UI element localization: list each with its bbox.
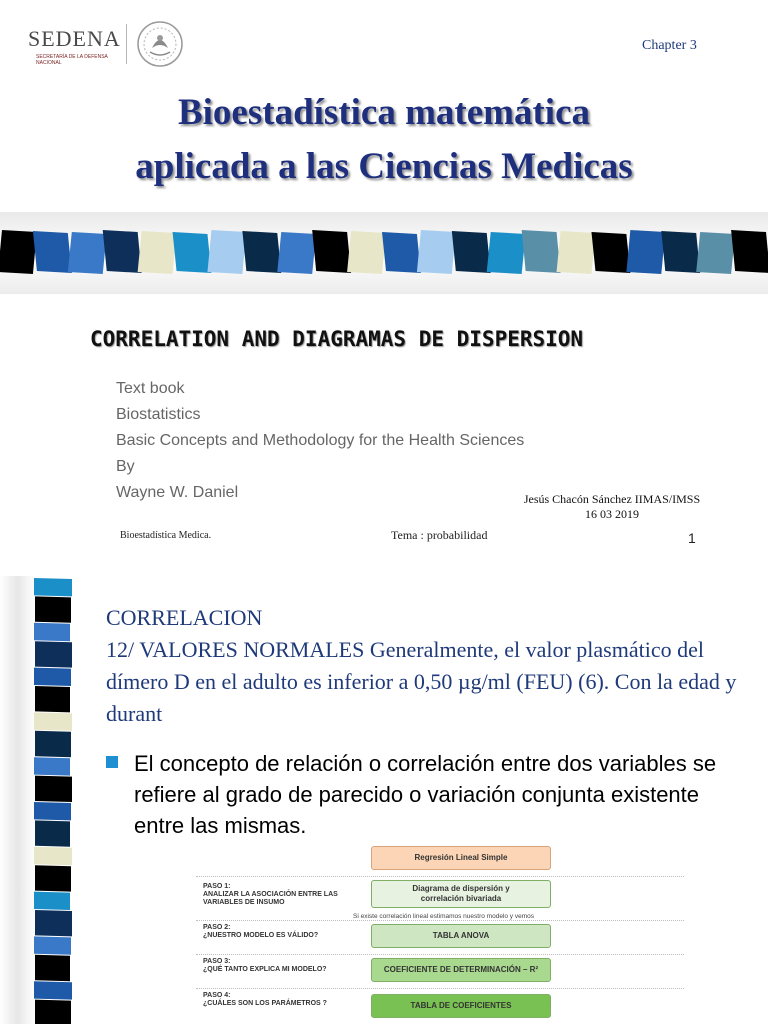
side-block — [35, 776, 72, 802]
step-2-label — [203, 924, 353, 940]
author-name: Jesús Chacón Sánchez IIMAS/IMSS — [523, 492, 701, 506]
presentation-date: 16 03 2019 — [585, 507, 639, 521]
author-block — [512, 492, 712, 522]
footer-course: Bioestadística Medica. — [120, 530, 212, 541]
side-block — [34, 578, 72, 596]
sedena-logo — [22, 18, 188, 70]
step-4-question: ¿CUÁLES SON LOS PARÁMETROS ? — [203, 1000, 327, 1007]
diagram-separator — [196, 876, 684, 877]
band-block — [138, 231, 177, 274]
step-1-label — [203, 883, 343, 907]
band-blocks — [0, 212, 768, 294]
slide-number: 1 — [688, 530, 696, 546]
band-block — [696, 232, 735, 274]
band-block — [0, 230, 37, 274]
step-2-question: ¿NUESTRO MODELO ES VÁLIDO? — [203, 932, 319, 939]
logo-wordmark: SEDENA — [28, 26, 121, 51]
band-block — [173, 232, 212, 273]
step-2-box: TABLA ANOVA — [371, 924, 551, 948]
side-blocks — [0, 576, 80, 1024]
band-block — [731, 230, 768, 273]
band-block — [661, 231, 700, 273]
regression-steps-diagram — [196, 846, 684, 1024]
diagram-separator — [196, 954, 684, 955]
band-block — [242, 231, 281, 273]
side-block — [34, 757, 70, 775]
side-block — [35, 955, 70, 981]
logo-divider — [126, 24, 127, 64]
band-block — [522, 230, 561, 273]
band-block — [626, 230, 665, 274]
diagram-separator — [196, 920, 684, 921]
band-block — [591, 232, 630, 273]
textbook-line: Wayne W. Daniel — [116, 484, 239, 501]
slide-divider — [0, 560, 768, 576]
diagram-header-box: Regresión Lineal Simple — [371, 846, 551, 870]
band-block — [382, 232, 421, 273]
textbook-line: Text book — [116, 380, 185, 397]
slide-title — [0, 86, 768, 194]
side-block — [34, 623, 70, 641]
step-3-question: ¿QUÉ TANTO EXPLICA MI MODELO? — [203, 966, 327, 973]
side-block — [34, 712, 72, 730]
band-block — [312, 230, 351, 273]
side-block — [35, 731, 71, 757]
side-block — [35, 641, 72, 667]
side-block — [34, 981, 72, 999]
slide-2 — [0, 576, 768, 1024]
chapter-label: Chapter 3 — [642, 38, 697, 53]
band-block — [68, 232, 107, 274]
step-4-box: TABLA DE COEFICIENTES — [371, 994, 551, 1018]
step-3-number: PASO 3: — [203, 958, 231, 965]
side-block — [34, 892, 70, 910]
step-1-number: PASO 1: — [203, 883, 231, 890]
logo-subtitle: SECRETARÍA DE LA DEFENSA NACIONAL — [36, 54, 108, 66]
step-2-number: PASO 2: — [203, 924, 231, 931]
step-3-label — [203, 958, 363, 974]
side-block — [35, 865, 71, 891]
step-3-box: COEFICIENTE DE DETERMINACIÓN – R² — [371, 958, 551, 982]
side-block — [34, 936, 71, 954]
band-block — [207, 230, 246, 274]
section-heading: CORRELATION AND DIAGRAMAS DE DISPERSION — [90, 327, 584, 351]
side-block — [35, 596, 71, 622]
decorative-band — [0, 212, 768, 294]
side-block — [34, 802, 71, 820]
band-block — [277, 232, 316, 274]
step-1-box: Diagrama de dispersión y correlación bivariada — [371, 880, 551, 908]
side-block — [34, 668, 71, 686]
bullet-square-icon — [106, 756, 118, 768]
textbook-line: Basic Concepts and Methodology for the Health Sciences — [116, 432, 525, 449]
textbook-info — [116, 376, 524, 506]
band-block — [103, 230, 142, 273]
band-block — [487, 232, 526, 274]
slide2-heading: CORRELACION — [106, 605, 263, 630]
title-line-1: Bioestadística matemática — [177, 92, 591, 133]
step-1-question: ANALIZAR LA ASOCIACIÓN ENTRE LAS VARIABLES DE INSUMO — [203, 891, 338, 906]
side-block — [34, 847, 72, 865]
diagram-note: Si existe correlación lineal estimamos nuestro modelo y vemos — [353, 913, 534, 920]
national-seal-icon — [132, 18, 188, 70]
step-4-number: PASO 4: — [203, 992, 231, 999]
side-decoration — [0, 576, 80, 1024]
band-block — [452, 231, 491, 273]
band-block — [417, 230, 456, 274]
band-block — [347, 231, 386, 274]
diagram-separator — [196, 988, 684, 989]
band-block — [557, 231, 596, 274]
slide2-title — [106, 602, 756, 730]
textbook-line: Biostatistics — [116, 406, 201, 423]
band-block — [33, 231, 72, 273]
textbook-line: By — [116, 458, 135, 475]
side-block — [35, 686, 70, 712]
slide2-body: 12/ VALORES NORMALES Generalmente, el valor plasmático del dímero D en el adulto es inferior a 0,50 µg/ml (FEU) (6). Con la edad y durant — [106, 637, 737, 726]
side-block — [35, 820, 70, 846]
title-line-2: aplicada a las Ciencias Medicas — [135, 146, 633, 187]
footer-topic: Tema : probabilidad — [391, 528, 488, 542]
side-block — [35, 910, 72, 936]
step-4-label — [203, 992, 363, 1008]
side-block — [35, 1000, 71, 1024]
bullet-text: El concepto de relación o correlación entre dos variables se refiere al grado de parecido o variación conjunta existente entre las mismas. — [134, 751, 717, 838]
